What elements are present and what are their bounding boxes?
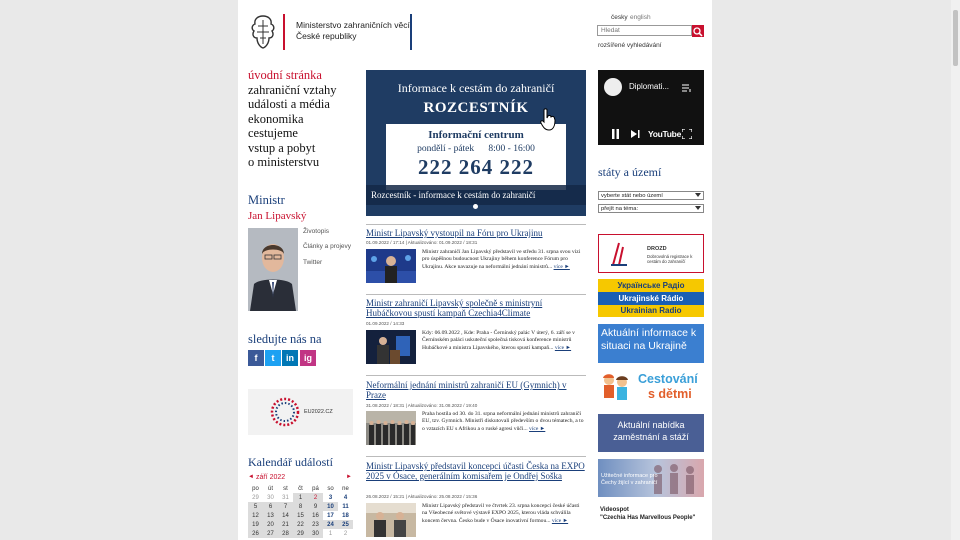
news-perex-text: Ministr zahraničí Jan Lipavský představil ve středu 31. srpna svou vizi pro úspěšnou budoucnost Ukrajiny během konference Fórum pro Ukrajinu. Akce navazuje na neformální jednání ministrů... (422, 249, 581, 270)
pause-icon[interactable] (611, 129, 620, 139)
banner-title: Informace k cestám do zahraničí (397, 81, 555, 95)
calendar-day-header: so (327, 485, 334, 492)
news-thumbnail[interactable] (366, 330, 416, 364)
search-input[interactable] (597, 25, 692, 36)
calendar-day[interactable]: 7 (278, 502, 293, 511)
drozd-registration-banner[interactable] (598, 234, 704, 273)
news-perex (422, 411, 586, 433)
news-perex (422, 249, 586, 271)
chevron-down-icon (695, 206, 701, 211)
radio-line-en: Ukrainian Radio (598, 305, 704, 317)
calendar-day[interactable]: 4 (343, 494, 348, 501)
news-date: 31.08.2022 / 18:31 | Aktualizováno: 31.08.2022 / 19:40 (366, 403, 478, 408)
calendar-day: 30 (267, 494, 274, 501)
playlist-icon[interactable] (682, 84, 692, 92)
nav-item-economy[interactable]: ekonomika (248, 111, 304, 126)
ministry-name-line2: České republiky (296, 31, 357, 41)
minister-articles-link[interactable]: Články a projevy (303, 243, 352, 250)
news-perex-text: Ministr Lipavský představil ve čtvrtek 23. srpna koncepci české účasti na Všeobecné světové výstavě EXPO 2025, kterou vláda schválila koncem června. Česko bude v Ósace inovativní formou... (422, 503, 580, 524)
news-thumbnail[interactable] (366, 503, 416, 537)
news-title-link[interactable]: Ministr zahraničí Lipavský společně s ministryní Hubáčkovou spustí kampaň Czechia4Climate (366, 298, 543, 318)
minister-bio-link[interactable]: Životopis (303, 228, 330, 235)
news-date: 26.08.2022 / 15:21 | Aktualizováno: 25.08.2022 / 15:36 (366, 494, 478, 499)
calendar-day: 29 (252, 494, 259, 501)
nav-item-entry-stay[interactable]: vstup a pobyt (248, 140, 316, 155)
videospot-subtitle[interactable]: "Czechia Has Marvellous People" (600, 515, 696, 521)
calendar-day[interactable]: 12 (248, 511, 263, 520)
calendar-day[interactable]: 30 (308, 529, 323, 538)
search-icon (692, 26, 704, 38)
minister-heading: Ministr (248, 193, 285, 207)
info-center-phone: 222 264 222 (418, 155, 534, 179)
ministry-name[interactable] (296, 20, 410, 42)
nav-item-home[interactable]: úvodní stránka (248, 68, 322, 82)
calendar-day[interactable]: 20 (263, 520, 278, 529)
calendar-day[interactable]: 28 (278, 529, 293, 538)
calendar-day[interactable]: 13 (263, 511, 278, 520)
calendar-day[interactable]: 1 (293, 493, 308, 502)
travel-with-kids-banner[interactable] (598, 369, 704, 407)
calendar-day[interactable]: 8 (293, 502, 308, 511)
state-emblem-icon[interactable] (248, 14, 278, 50)
calendar-day-header: pá (312, 485, 319, 492)
twitter-icon[interactable]: t (265, 350, 281, 366)
calendar-day[interactable]: 27 (263, 529, 278, 538)
children-icon (600, 372, 630, 406)
info-center-title: Informační centrum (428, 129, 524, 141)
calendar-day[interactable]: 15 (293, 511, 308, 520)
calendar-day[interactable]: 19 (248, 520, 263, 529)
nav-item-travel[interactable]: cestujeme (248, 126, 298, 140)
calendar-day: 31 (282, 494, 289, 501)
country-select[interactable]: vyberte stát nebo území (598, 191, 704, 200)
news-thumbnail[interactable] (366, 249, 416, 283)
info-center-card (386, 124, 566, 190)
news-date: 01.09.2022 / 17:14 | Aktualizováno: 01.09.2022 / 18:31 (366, 240, 478, 245)
news-perex (422, 330, 586, 352)
calendar-day-header: ne (342, 485, 349, 492)
calendar-grid (248, 484, 353, 538)
news-title-link[interactable]: Ministr Lipavský vystoupil na Fóru pro Ukrajinu (366, 228, 543, 238)
calendar-day[interactable]: 29 (293, 529, 308, 538)
calendar-day[interactable]: 21 (278, 520, 293, 529)
kids-line1: Cestování (638, 372, 698, 386)
follow-us-heading: sledujte nás na (248, 332, 322, 346)
calendar-day[interactable]: 17 (327, 512, 334, 519)
instagram-icon[interactable]: ig (300, 350, 316, 366)
calendar-day-header: po (252, 485, 259, 492)
czechs-abroad-banner[interactable] (598, 459, 704, 497)
calendar-day[interactable]: 3 (328, 494, 333, 501)
banner-subtitle: ROZCESTNÍK (423, 100, 529, 116)
scrollbar-track[interactable] (951, 0, 960, 540)
video-title: Diplomati... (629, 82, 670, 91)
hand-cursor-icon (539, 108, 557, 132)
lang-czech-link[interactable]: česky (611, 14, 628, 21)
ukraine-situation-banner[interactable] (598, 324, 704, 363)
calendar-day[interactable]: 2 (308, 493, 323, 502)
calendar-day[interactable]: 22 (293, 520, 308, 529)
jobs-text: Aktuální nabídka zaměstnání a stáží (613, 420, 689, 442)
nav-item-events-media[interactable]: události a média (248, 97, 330, 111)
calendar-prev-button[interactable]: ◄ (248, 474, 254, 480)
calendar-day[interactable]: 10 (323, 502, 338, 511)
news-perex-text: Praha hostila od 30. do 31. srpna neformální jednání ministrů zahraničí EU, tzv. Gymnich. Ministři diskutovali především o dvou tématech, a to o vztazích EU s Afrikou a o ruské agresi vůči... (422, 411, 584, 432)
drozd-subtitle: Dobrovolná registrace k cestám do zahraničí (647, 254, 693, 264)
channel-avatar (604, 78, 622, 96)
videospot-title[interactable]: Videospot (600, 507, 629, 513)
news-separator (366, 375, 586, 376)
news-title-link[interactable]: Ministr Lipavský představil koncepci účasti Česka na EXPO 2025 v Ósace, generálním komisařem je Ondřej Soška (366, 461, 585, 481)
calendar-day[interactable]: 11 (342, 503, 349, 510)
calendar-day[interactable]: 9 (308, 502, 323, 511)
linkedin-icon[interactable]: in (282, 350, 298, 366)
news-separator (366, 294, 586, 295)
fullscreen-icon[interactable] (682, 129, 692, 139)
calendar-day[interactable]: 24 (323, 520, 338, 529)
news-more-link[interactable]: více ► (553, 263, 570, 270)
drozd-title: DROZD (647, 246, 667, 252)
youtube-logo[interactable]: YouTube (648, 129, 681, 139)
calendar-heading: Kalendář událostí (248, 455, 333, 469)
banner-caption: Rozcestník - informace k cestám do zahraničí (366, 185, 586, 205)
news-more-link[interactable]: více ► (554, 344, 572, 351)
calendar-day[interactable]: 16 (308, 511, 323, 520)
news-more-link[interactable]: více ► (551, 517, 569, 524)
minister-name-link[interactable]: Jan Lipavský (248, 210, 307, 222)
calendar-next-button[interactable]: ► (346, 474, 352, 480)
scrollbar-thumb[interactable] (953, 10, 958, 66)
nav-item-about-ministry[interactable]: o ministerstvu (248, 155, 320, 169)
eu-presidency-text: EU2022.CZ (304, 409, 333, 415)
search-button[interactable] (692, 25, 704, 37)
radio-line-ua: Українське Радіо (598, 279, 704, 292)
calendar-month: září 2022 (256, 474, 286, 481)
calendar-day[interactable]: 23 (308, 520, 323, 529)
minister-twitter-link[interactable]: Twitter (303, 259, 323, 266)
news-more-link[interactable]: více ► (529, 425, 546, 432)
drozd-logo-icon (609, 241, 629, 267)
minister-portrait[interactable] (248, 228, 298, 311)
advanced-search-link[interactable]: rozšířené vyhledávání (598, 42, 662, 49)
czechs-abroad-text: Užitečné informace pro Čechy žijící v zahraničí (601, 473, 658, 486)
calendar-day-header: út (267, 485, 273, 492)
radio-line-cz: Ukrajinské Rádio (618, 294, 684, 303)
jobs-banner[interactable] (598, 414, 704, 452)
travel-info-banner[interactable] (366, 70, 586, 216)
news-separator (366, 224, 586, 225)
lang-english-link[interactable]: english (630, 14, 651, 21)
news-separator (366, 456, 586, 457)
calendar-day[interactable]: 6 (263, 502, 278, 511)
states-heading: státy a území (598, 165, 662, 179)
header-red-divider (283, 14, 285, 50)
news-thumbnail[interactable] (366, 411, 416, 445)
calendar-day[interactable]: 25 (338, 520, 353, 529)
facebook-icon[interactable]: f (248, 350, 264, 366)
eu-presidency-banner[interactable] (248, 389, 353, 435)
ukrainian-radio-banner[interactable] (598, 279, 704, 317)
news-title-link[interactable]: Neformální jednání ministrů zahraničí EU (Gymnich) v Praze (366, 380, 567, 400)
topic-select[interactable]: přejít na téma: (598, 204, 704, 213)
calendar-day: 1 (328, 530, 333, 537)
youtube-video-player[interactable] (598, 70, 704, 145)
calendar-day[interactable]: 14 (278, 511, 293, 520)
news-perex (422, 503, 586, 525)
ministry-name-line1: Ministerstvo zahraničních věcí (296, 20, 410, 30)
calendar-day: 2 (343, 530, 348, 537)
header-blue-divider (410, 14, 412, 50)
main-navigation (248, 68, 337, 170)
info-center-hours: pondělí - pátek 8:00 - 16:00 (417, 144, 535, 154)
calendar-day[interactable]: 18 (342, 512, 349, 519)
chevron-down-icon (695, 193, 701, 198)
nav-item-foreign-relations[interactable]: zahraniční vztahy (248, 82, 337, 97)
calendar-day[interactable]: 5 (248, 502, 263, 511)
carousel-dot[interactable] (473, 204, 478, 209)
next-video-icon[interactable] (631, 130, 640, 138)
eu-presidency-logo-icon (248, 389, 353, 435)
ukraine-situation-text: Aktuální informace k situaci na Ukrajině (601, 327, 697, 352)
kids-line2: s dětmi (648, 387, 692, 401)
calendar-day-header: st (283, 485, 288, 492)
news-date: 01.09.2022 / 14:33 (366, 321, 405, 326)
calendar-day[interactable]: 26 (248, 529, 263, 538)
news-perex-text: Kdy: 06.09.2022 , Kde: Praha - Černínský palác V úterý, 6. září se v Černínském paláci uskuteční společná tisková konference ministrů Hubáčkové a ministra Lipavského, kterou spustí kampaň... (422, 330, 575, 351)
calendar-day-header: čt (298, 485, 303, 492)
